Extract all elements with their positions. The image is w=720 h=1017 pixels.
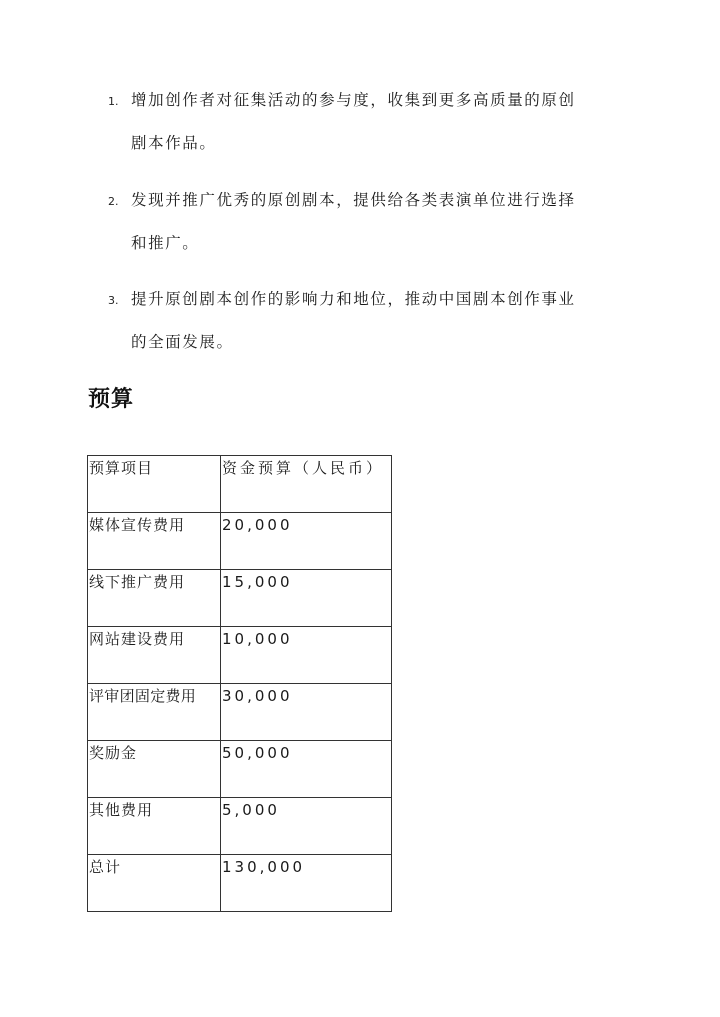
- goal-text-line: 提升原创剧本创作的影响力和地位，推动中国剧本创作事业: [131, 290, 576, 308]
- amount-value: 50,000: [222, 744, 293, 762]
- item-label: 其他费用: [89, 801, 154, 819]
- table-header-row: [88, 456, 392, 513]
- amount-cell: [221, 627, 392, 684]
- amount-cell: [221, 798, 392, 855]
- table-row: [88, 627, 392, 684]
- item-label: 网站建设费用: [89, 630, 186, 648]
- amount-value: 30,000: [222, 687, 293, 705]
- header-label: 资金预算（人民币）: [222, 459, 385, 477]
- item-cell: [88, 684, 221, 741]
- item-cell: [88, 741, 221, 798]
- goal-text-line: 的全面发展。: [131, 333, 234, 351]
- amount-value: 130,000: [222, 858, 306, 876]
- table-row: [88, 570, 392, 627]
- amount-cell: [221, 741, 392, 798]
- goal-text-line: 发现并推广优秀的原创剧本，提供给各类表演单位进行选择: [131, 191, 576, 209]
- item-cell: [88, 513, 221, 570]
- goal-text-line: 剧本作品。: [131, 134, 217, 152]
- item-label: 媒体宣传费用: [89, 516, 186, 534]
- amount-value: 10,000: [222, 630, 293, 648]
- amount-cell: [221, 855, 392, 912]
- table-row: [88, 513, 392, 570]
- header-label: 预算项目: [89, 459, 154, 477]
- item-label: 奖励金: [89, 744, 138, 762]
- table-total-row: [88, 855, 392, 912]
- item-cell: [88, 798, 221, 855]
- amount-value: 15,000: [222, 573, 293, 591]
- amount-value: 20,000: [222, 516, 293, 534]
- header-cell-amount: [221, 456, 392, 513]
- table-row: [88, 684, 392, 741]
- goal-text-line: 增加创作者对征集活动的参与度，收集到更多高质量的原创: [131, 91, 576, 109]
- budget-table: [87, 455, 392, 912]
- header-cell-item: [88, 456, 221, 513]
- item-label: 评审团固定费用: [89, 687, 197, 705]
- table-row: [88, 798, 392, 855]
- amount-value: 5,000: [222, 801, 280, 819]
- item-cell: [88, 855, 221, 912]
- budget-heading: 预算: [88, 387, 135, 412]
- list-number: 3.: [108, 294, 119, 307]
- amount-cell: [221, 513, 392, 570]
- item-label: 总计: [89, 858, 122, 876]
- list-number: 1.: [108, 95, 119, 108]
- amount-cell: [221, 684, 392, 741]
- item-cell: [88, 627, 221, 684]
- amount-cell: [221, 570, 392, 627]
- table-row: [88, 741, 392, 798]
- goal-text-line: 和推广。: [131, 234, 200, 252]
- item-label: 线下推广费用: [89, 573, 186, 591]
- list-number: 2.: [108, 195, 119, 208]
- item-cell: [88, 570, 221, 627]
